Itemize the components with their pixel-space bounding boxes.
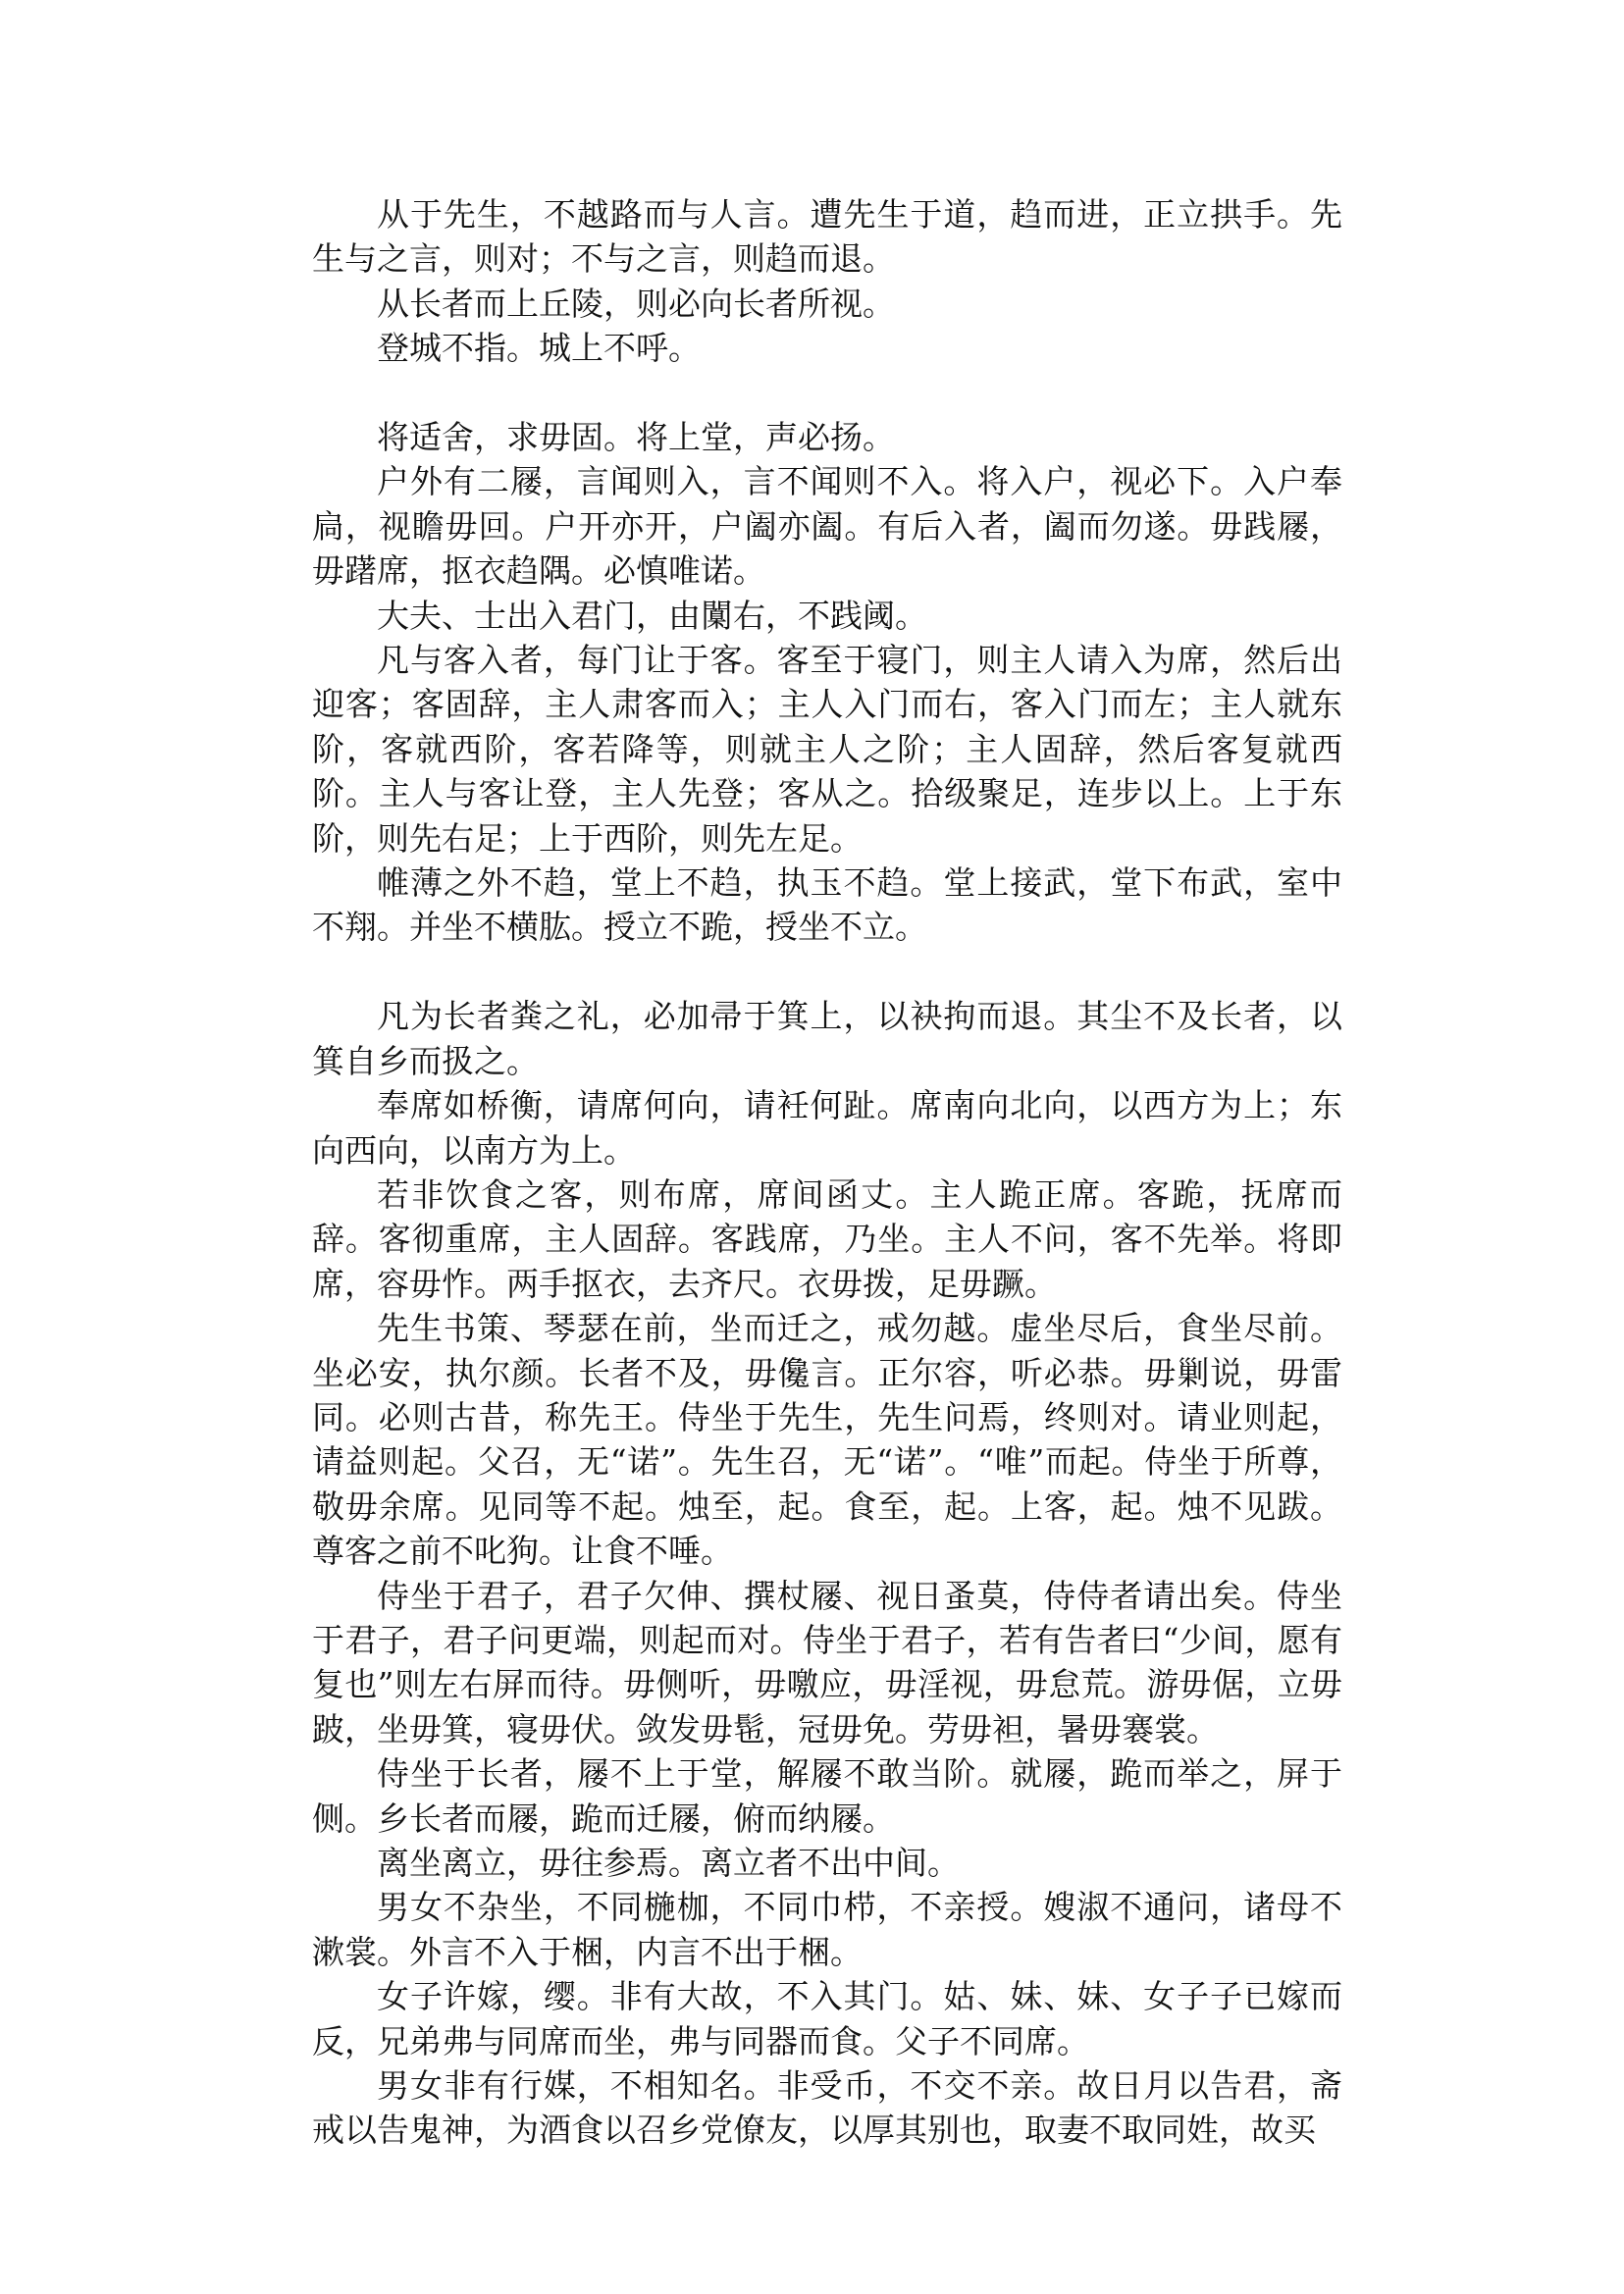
- paragraph: 奉席如桥衡，请席何向，请衽何趾。席南向北向，以西方为上；东向西向，以南方为上。: [312, 1086, 1342, 1170]
- paragraph: 大夫、士出入君门，由闑右，不践阈。: [377, 596, 927, 635]
- paragraph-gap: [312, 950, 1342, 994]
- paragraph: 从于先生，不越路而与人言。遭先生于道，趋而进，正立拱手。先生与之言，则对；不与之言，则趋而退。: [312, 195, 1342, 279]
- paragraph: 帷薄之外不趋，堂上不趋，执玉不趋。堂上接武，堂下布武，室中不翔。并坐不横肱。授立不跪，授坐不立。: [312, 863, 1342, 947]
- paragraph: 侍坐于长者，屦不上于堂，解屦不敢当阶。就屦，跪而举之，屏于侧。乡长者而屦，跪而迁屦，俯而纳屦。: [312, 1754, 1342, 1838]
- paragraph: 户外有二屦，言闻则入，言不闻则不入。将入户，视必下。入户奉扃，视瞻毋回。户开亦开，户阖亦阖。有后入者，阖而勿遂。毋践屦，毋躇席，抠衣趋隅。必慎唯诺。: [312, 462, 1342, 591]
- paragraph: 若非饮食之客，则布席，席间函丈。主人跪正席。客跪，抚席而辞。客彻重席，主人固辞。客践席，乃坐。主人不问，客不先举。将即席，容毋怍。两手抠衣，去齐尺。衣毋拨，足毋蹶。: [312, 1174, 1342, 1303]
- paragraph-gap: [312, 371, 1342, 415]
- paragraph: 离坐离立，毋往参焉。离立者不出中间。: [377, 1844, 960, 1882]
- paragraph: 先生书策、琴瑟在前，坐而迁之，戒勿越。虚坐尽后，食坐尽前。坐必安，执尔颜。长者不及，毋儳言。正尔容，听必恭。毋剿说，毋雷同。必则古昔，称先王。侍坐于先生，先生问焉，终则对。请业则起，请益则起。父召，无“诺”。先生召，无“诺”。“唯”而起。侍坐于所尊，敬毋余席。见同等不起。烛至，起。食至，起。上客，起。烛不见跋。尊客之前不叱狗。让食不唾。: [312, 1309, 1342, 1571]
- paragraph: 侍坐于君子，君子欠伸、撰杖屦、视日蚤莫，侍侍者请出矣。侍坐于君子，君子问更端，则起而对。侍坐于君子，若有告者曰“少间，愿有复也”则左右屏而待。毋侧听，毋噭应，毋淫视，毋怠荒。游毋倨，立毋跛，坐毋箕，寝毋伏。敛发毋髢，冠毋免。劳毋袒，暑毋褰裳。: [312, 1576, 1342, 1748]
- paragraph: 凡为长者粪之礼，必加帚于箕上，以袂拘而退。其尘不及长者，以箕自乡而扱之。: [312, 997, 1342, 1080]
- body-text: [312, 192, 1342, 2153]
- paragraph: 男女非有行媒，不相知名。非受币，不交不亲。故日月以告君，斋戒以告鬼神，为酒食以召乡党僚友，以厚其别也，取妻不取同姓，故买: [312, 2066, 1342, 2150]
- paragraph: 登城不指。城上不呼。: [377, 329, 701, 368]
- paragraph: 凡与客入者，每门让于客。客至于寝门，则主人请入为席，然后出迎客；客固辞，主人肃客而入；主人入门而右，客入门而左；主人就东阶，客就西阶，客若降等，则就主人之阶；主人固辞，然后客复就西阶。主人与客让登，主人先登；客从之。拾级聚足，连步以上。上于东阶，则先右足；上于西阶，则先左足。: [312, 641, 1342, 858]
- paragraph: 将适舍，求毋固。将上堂，声必扬。: [377, 418, 895, 457]
- paragraph: 女子许嫁，缨。非有大故，不入其门。姑、妹、妹、女子子已嫁而反，兄弟弗与同席而坐，弗与同器而食。父子不同席。: [312, 1977, 1342, 2060]
- paragraph: 男女不杂坐，不同椸枷，不同巾栉，不亲授。嫂淑不通问，诸母不漱裳。外言不入于梱，内言不出于梱。: [312, 1888, 1342, 1971]
- paragraph: 从长者而上丘陵，则必向长者所视。: [377, 284, 895, 323]
